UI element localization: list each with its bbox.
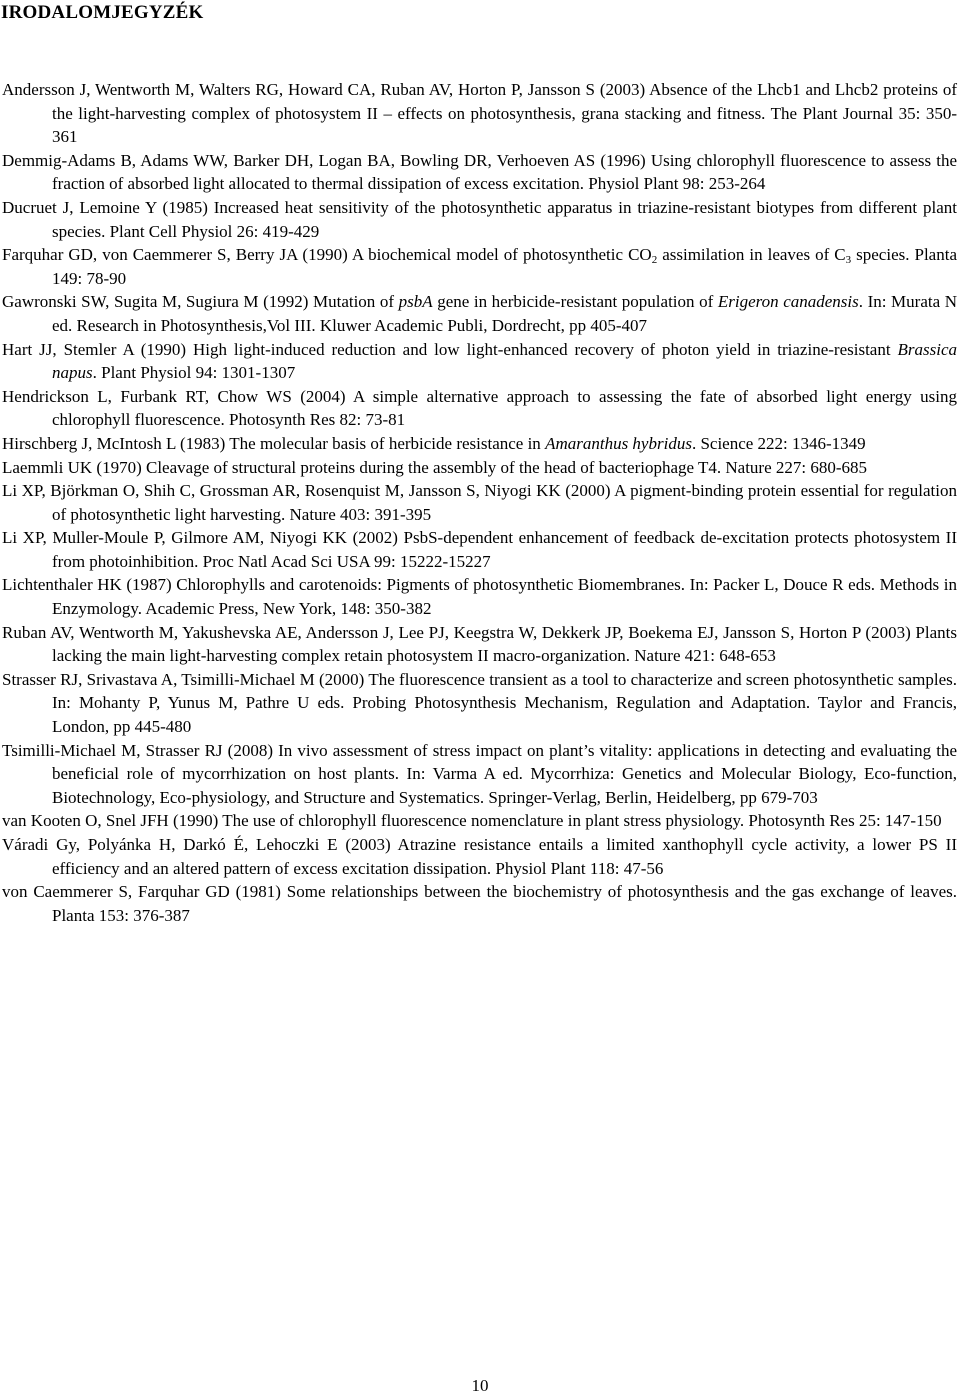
reference-li-2002: Li XP, Muller-Moule P, Gilmore AM, Niyogi KK (2002) PsbS-dependent enhancement of feedback de-excitation protects photosystem II from photoinhibition. Proc Natl Acad Sci USA 99: 15222-15227 xyxy=(2,528,957,571)
reference-li-2000: Li XP, Björkman O, Shih C, Grossman AR, Rosenquist M, Jansson S, Niyogi KK (2000) A pigment-binding protein essential for regulation of photosynthetic light harvesting. Nature 403: 391-395 xyxy=(2,481,957,524)
reference-list xyxy=(2,78,957,927)
reference-strasser-2000: Strasser RJ, Srivastava A, Tsimilli-Michael M (2000) The fluorescence transient as a tool to characterize and screen photosynthetic samples. In: Mohanty P, Yunus M, Pathre U eds. Probing Photosynthesis Mechanism, Regulation and Adaptation. Taylor and Francis, London, pp 445-480 xyxy=(2,669,957,737)
reference-lichtenthaler-1987: Lichtenthaler HK (1987) Chlorophylls and carotenoids: Pigments of photosynthetic Biomembranes. In: Packer L, Douce R eds. Methods in Enzymology. Academic Press, New York, 148: 350-382 xyxy=(2,575,957,619)
reference-tsimilli-michael-2008: Tsimilli-Michael M, Strasser RJ (2008) In vivo assessment of stress impact on plant’s vitality: applications in detecting and evaluating the beneficial role of mycorrhization on host plants. In: Varma A ed. Mycorrhiza: Genetics and Molecular Biology, Eco-function, Biotechnology, Eco-physiology, and Structure and Systematics. Springer-Verlag, Berlin, Heidelberg, pp 679-703 xyxy=(2,740,957,807)
reference-varadi-2003: Váradi Gy, Polyánka H, Darkó É, Lehoczki E (2003) Atrazine resistance entails a limited xanthophyll cycle activity, a lower PS II efficiency and an altered pattern of excess excitation dissipation. Physiol Plant 118: 47-56 xyxy=(2,835,957,878)
reference-von-caemmerer-1981: von Caemmerer S, Farquhar GD (1981) Some relationships between the biochemistry of photosynthesis and the gas exchange of leaves. Planta 153: 376-387 xyxy=(2,882,957,925)
reference-ruban-2003: Ruban AV, Wentworth M, Yakushevska AE, Andersson J, Lee PJ, Keegstra W, Dekkerk JP, Boekema EJ, Jansson S, Horton P (2003) Plants lacking the main light-harvesting complex retain photosystem II macro-organization. Nature 421: 648-653 xyxy=(2,622,957,666)
reference-laemmli-1970: Laemmli UK (1970) Cleavage of structural proteins during the assembly of the head of bacteriophage T4. Nature 227: 680-685 xyxy=(2,457,868,477)
reference-hirschberg-1983: Hirschberg J, McIntosh L (1983) The molecular basis of herbicide resistance in Amaranthus hybridus. Science 222: 1346-1349 xyxy=(2,433,866,453)
reference-ducruet-1985: Ducruet J, Lemoine Y (1985) Increased heat sensitivity of the photosynthetic apparatus in triazine-resistant biotypes from different plant species. Plant Cell Physiol 26: 419-429 xyxy=(2,197,957,241)
reference-gawronski-1992: Gawronski SW, Sugita M, Sugiura M (1992) Mutation of psbA gene in herbicide-resistant population of Erigeron canadensis. In: Murata N ed. Research in Photosynthesis,Vol III. Kluwer Academic Publi, Dordrecht, pp 405-407 xyxy=(2,292,957,335)
page-heading: IRODALOMJEGYZÉK xyxy=(1,2,204,23)
reference-farquhar-1990: Farquhar GD, von Caemmerer S, Berry JA (1990) A biochemical model of photosynthetic $CO_2$ assimilation in leaves of $C_3$ species. Planta 149: 78-90 xyxy=(2,245,957,288)
page-number: 10 xyxy=(471,1376,489,1395)
reference-demmig-adams-1996: Demmig-Adams B, Adams WW, Barker DH, Logan BA, Bowling DR, Verhoeven AS (1996) Using chlorophyll fluorescence to assess the fraction of absorbed light allocated to thermal dissipation of excess excitation. Physiol Plant 98: 253-264 xyxy=(2,150,957,194)
reference-andersson-2003: Andersson J, Wentworth M, Walters RG, Howard CA, Ruban AV, Horton P, Jansson S (2003) Absence of the Lhcb1 and Lhcb2 proteins of the light-harvesting complex of photosystem II – effects on photosynthesis, grana stacking and fitness. The Plant Journal 35: 350-361 xyxy=(2,80,957,147)
reference-hart-1990: Hart JJ, Stemler A (1990) High light-induced reduction and low light-enhanced recovery of photon yield in triazine-resistant Brassica napus. Plant Physiol 94: 1301-1307 xyxy=(2,339,957,383)
reference-van-kooten-1990: van Kooten O, Snel JFH (1990) The use of chlorophyll fluorescence nomenclature in plant stress physiology. Photosynth Res 25: 147-150 xyxy=(2,811,942,831)
reference-hendrickson-2004: Hendrickson L, Furbank RT, Chow WS (2004) A simple alternative approach to assessing the fate of absorbed light energy using chlorophyll fluorescence. Photosynth Res 82: 73-81 xyxy=(2,386,957,430)
